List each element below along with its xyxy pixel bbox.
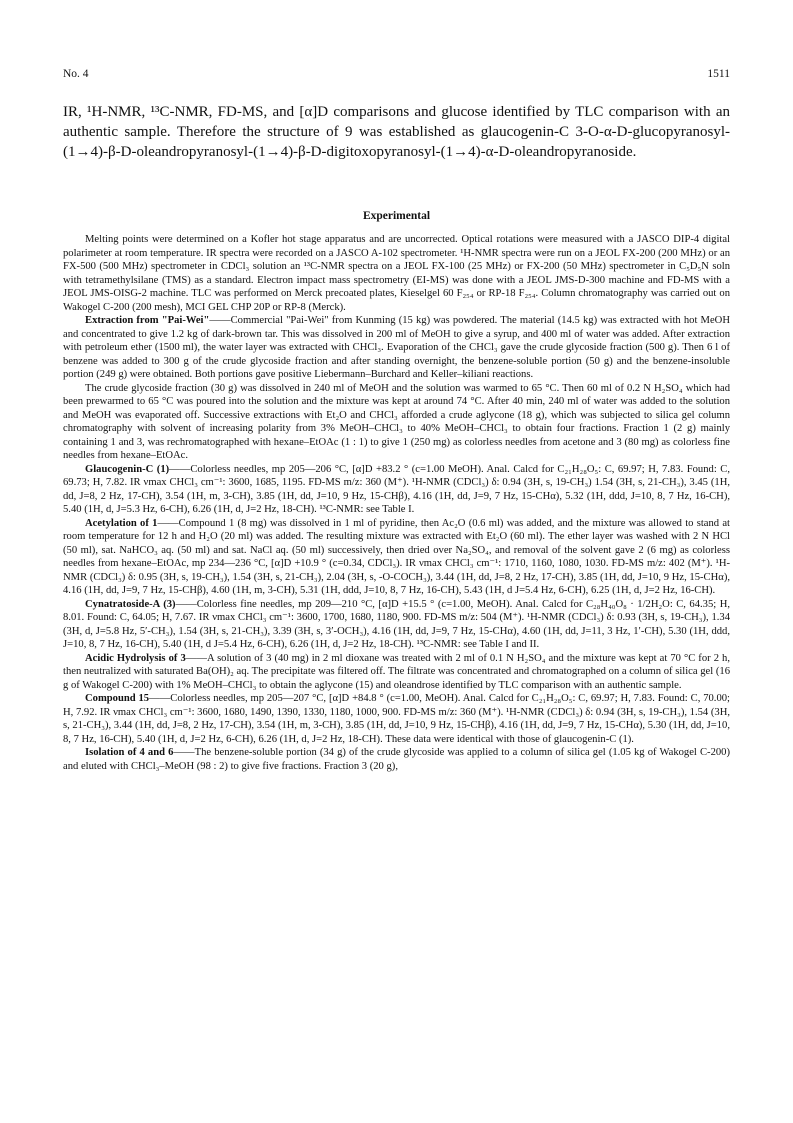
paragraph-text: Melting points were determined on a Kofler hot stage apparatus and are uncorrected. Optical rotations were measured with a JASCO DIP-4 digital polarimeter at room temperature. IR spectra were recorded on a JASCO A-102 spectrometer. ¹H-NMR spectra were run on a JEOL FX-200 (200 MHz) or an FX-500 (500 MHz) spectrometer in CDCl₃ solution an ¹³C-NMR spectra on a JEOL FX-100 (25 MHz) or FX-200 (50 MHz) spectrometer in C₅D₅N soln with tetramethylsilane (TMS) as a standard. Electron impact mass spectrometry (EI-MS) was done with a JEOL JMS-D-300 machine and FD-MS with a JEOL JMS-OISG-2 machine. TLC was performed on Merck precoated plates, Kieselgel 60 F₂₅₄ or RP-18 F₂₅₄. Column chromatography was carried out on Wakogel C-200 (200 mesh), MCI GEL CHP 20P or RP-8 (Merck). <box>63 234 730 313</box>
paragraph <box>63 463 730 517</box>
experimental-body <box>63 233 730 773</box>
page-number: 1511 <box>707 68 730 80</box>
paragraph-title: Glaucogenin-C (1) <box>85 463 170 475</box>
paragraph-text: The crude glycoside fraction (30 g) was dissolved in 240 ml of MeOH and the solution was warmed to 65 °C. Then 60 ml of 0.2 N H₂SO₄ which had been prewarmed to 65 °C was poured into the solution and the mixture was kept at around 74 °C. After 40 min, 240 ml of water was added to the solution and MeOH was evaporated off. Successive extractions with Et₂O and CHCl₃ afforded a crude aglycone (18 g), which was subjected to silica gel column chromatography with solvent of increasing polarity from 3% MeOH–CHCl₃ to 40% MeOH–CHCl₃ to obtain four fractions. Fraction 1 (2 g) mainly containing 1 and 3, was rechromatographed with hexane–EtOAc (1 : 1) to give 1 (250 mg) as colorless needles from acetone and 3 (80 mg) as colorless fine needles from hexane–EtOAc. <box>63 382 730 461</box>
paragraph-title: Compound 15 <box>85 693 150 704</box>
paragraph <box>63 598 730 652</box>
paragraph-text: ——Colorless fine needles, mp 209—210 °C, [α]D +15.5 ° (c=1.00, MeOH). Anal. Calcd for C₂₈H₄₀O₈ · 1/2H₂O: C, 64.35; H, 8.01. Found: C, 64.05; H, 7.67. IR νmax CHCl₃ cm⁻¹: 3600, 1700, 1680, 1180, 900. FD-MS m/z: 504 (M⁺). ¹H-NMR (CDCl₃) δ: 0.93 (3H, s, 19-CH₃), 1.34 (3H, d, J=5.8 Hz, 5′-CH₃), 1.54 (3H, s, 21-CH₃), 3.39 (3H, s, 3′-OCH₃), 4.16 (1H, dd, J=9, 7 Hz, 15-CHα), 4.60 (1H, dd, J=11, 3 Hz, 1′-CH), 5.30 (1H, ddd, J=10, 8, 7 Hz, 16-CH), 5.40 (1H, d J=5.4 Hz, 6-CH), 6.26 (1H, d, J=2 Hz, 18-CH). ¹³C-NMR: see Table I and II. <box>63 598 730 650</box>
paragraph <box>63 233 730 314</box>
paragraph-text: ——Compound 1 (8 mg) was dissolved in 1 ml of pyridine, then Ac₂O (0.6 ml) was added, and the mixture was allowed to stand at room temperature for 12 h and H₂O (20 ml) was added. The resulting mixture was extracted with Et₂O (60 ml). The ether layer was washed with 2 N HCl (50 ml), sat. NaHCO₃ aq. (50 ml) and sat. NaCl aq. (50 ml) successively, then dried over Na₂SO₄, and removal of the solvent gave 2 (6 mg) as colorless needles from hexane–EtOAc, mp 234—236 °C, [α]D +10.9 ° (c=0.34, CDCl₃). IR νmax CHCl₃ cm⁻¹: 1710, 1160, 1080, 1030. FD-MS m/z: 402 (M⁺). ¹H-NMR (CDCl₃) δ: 0.95 (3H, s, 19-CH₃), 1.54 (3H, s, 21-CH₃), 2.04 (3H, s, -O-COCH₃), 3.44 (1H, dd, J=8, 2 Hz, 17-CH), 3.85 (1H, dd, J=10, 9 Hz, 15-CHα), 4.16 (1H, dd, J=9, 7 Hz, 15-CHβ), 4.60 (1H, m, 3-CH), 5.31 (1H, ddd, J=10, 8, 7 Hz, 16-CH), 5.43 (1H, d J=5.4 Hz, 6-CH), 6.25 (1H, d, J=2 Hz, 16-CH). <box>63 517 730 596</box>
paragraph <box>63 652 730 693</box>
intro-text: IR, ¹H-NMR, ¹³C-NMR, FD-MS, and [α]D comparisons and glucose identified by TLC comparison with an authentic sample. Therefore the structure of 9 was established as glaucogenin-C 3-O-α-D-glucopyranosyl-(1→4)-β-D-oleandropyranosyl-(1→4)-β-D-digitoxopyranosyl-(1→4)-α-D-oleandropyranoside. <box>63 104 730 160</box>
paragraph-text: ——A solution of 3 (40 mg) in 2 ml dioxane was treated with 2 ml of 0.1 N H₂SO₄ and the mixture was kept at 70 °C for 2 h, then neutralized with saturated Ba(OH)₂ aq. The precipitate was filtered off. The filtrate was concentrated and chromatographed on a column of silica gel (16 g of Wakogel C-200) with 1% MeOH–CHCl₃ to obtain the aglycone (15) and oleandrose identified by TLC comparison with an authentic sample. <box>63 652 730 691</box>
issue-number: No. 4 <box>63 68 89 80</box>
paragraph-title: Isolation of 4 and 6 <box>85 747 174 758</box>
paragraph-title: Extraction from "Pai-Wei" <box>85 315 210 326</box>
page-header <box>63 68 730 84</box>
paragraph-text: ——The benzene-soluble portion (34 g) of the crude glycoside was applied to a column of silica gel (1.05 kg of Wakogel C-200) and eluted with CHCl₃–MeOH (98 : 2) to give five fractions. Fraction 3 (20 g), <box>63 747 730 772</box>
paragraph-text: ——Colorless needles, mp 205—207 °C, [α]D +84.8 ° (c=1.00, MeOH). Anal. Calcd for C₂₁H₂₈O₅: C, 69.97; H, 7.83. Found: C, 70.00; H, 7.92. IR νmax CHCl₃ cm⁻¹: 3600, 1680, 1490, 1390, 1330, 1180, 1000, 900. FD-MS m/z: 360 (M⁺). ¹H-NMR (CDCl₃) δ: 0.94 (3H, s, 19-CH₃), 1.54 (3H, s, 21-CH₃), 3.44 (1H, dd, J=8, 2 Hz, 17-CH), 3.54 (1H, m, 3-CH), 3.85 (1H, dd, J=10, 9 Hz, 15-CHβ), 4.16 (1H, dd, J=9, 7 Hz, 15-CHα), 5.30 (1H, dd, J=10, 8, 7 Hz, 16-CH), 5.40 (1H, d, J=2 Hz, 6-CH), 6.26 (1H, d, J=2 Hz, 18-CH). These data were identical with those of glaucogenin-C (1). <box>63 693 730 745</box>
paragraph <box>63 382 730 463</box>
paragraph-text: ——Commercial "Pai-Wei" from Kunming (15 kg) was powdered. The material (14.5 kg) was extracted with hot MeOH and concentrated to give 1.2 kg of dark-brown tar. This was dissolved in 200 ml of MeOH to give a syrup, and 400 ml of water was added. After extraction with petroleum ether (1500 ml), the water layer was extracted with CHCl₃. Evaporation of the CHCl₃ gave the crude glycoside fraction (500 g). Then 6 l of benzene was added to 300 g of the crude glycoside fraction and after standing overnight, the benzene-soluble portion (50 g) and the benzene-insoluble portion (249 g) were obtained. Both portions gave positive Liebermann–Burchard and Keller–kiliani reactions. <box>63 315 730 380</box>
paragraph-title: Acetylation of 1 <box>85 517 158 529</box>
paragraph <box>63 746 730 773</box>
section-heading: Experimental <box>362 210 431 222</box>
paragraph-title: Cynatratoside-A (3) <box>85 598 176 610</box>
paragraph-text: ——Colorless needles, mp 205—206 °C, [α]D +83.2 ° (c=1.00 MeOH). Anal. Calcd for C₂₁H₂₈O₅: C, 69.97; H, 7.83. Found: C, 69.73; H, 7.82. IR νmax CHCl₃ cm⁻¹: 3600, 1685, 1195. FD-MS m/z: 360 (M⁺). ¹H-NMR (CDCl₃) δ: 0.94 (3H, s, 19-CH₃) 1.54 (3H, s, 21-CH₃), 3.45 (1H, dd, J=8, 2 Hz, 17-CH), 3.54 (1H, m, 3-CH), 3.85 (1H, dd, J=10, 9 Hz, 15-CHβ), 4.16 (1H, dd, J=9, 7 Hz, 15-CHα), 5.32 (1H, ddd, J=10, 8, 7 Hz, 16-CH), 5.40 (1H, d, J=5.3 Hz, 6-CH), 6.26 (1H, d, J=2 Hz, 18-CH). ¹³C-NMR: see Table I. <box>63 463 731 515</box>
paragraph-title: Acidic Hydrolysis of 3 <box>85 652 186 664</box>
intro-paragraph <box>63 102 730 162</box>
paragraph <box>63 314 730 382</box>
paragraph <box>63 517 730 598</box>
paragraph <box>63 692 730 746</box>
